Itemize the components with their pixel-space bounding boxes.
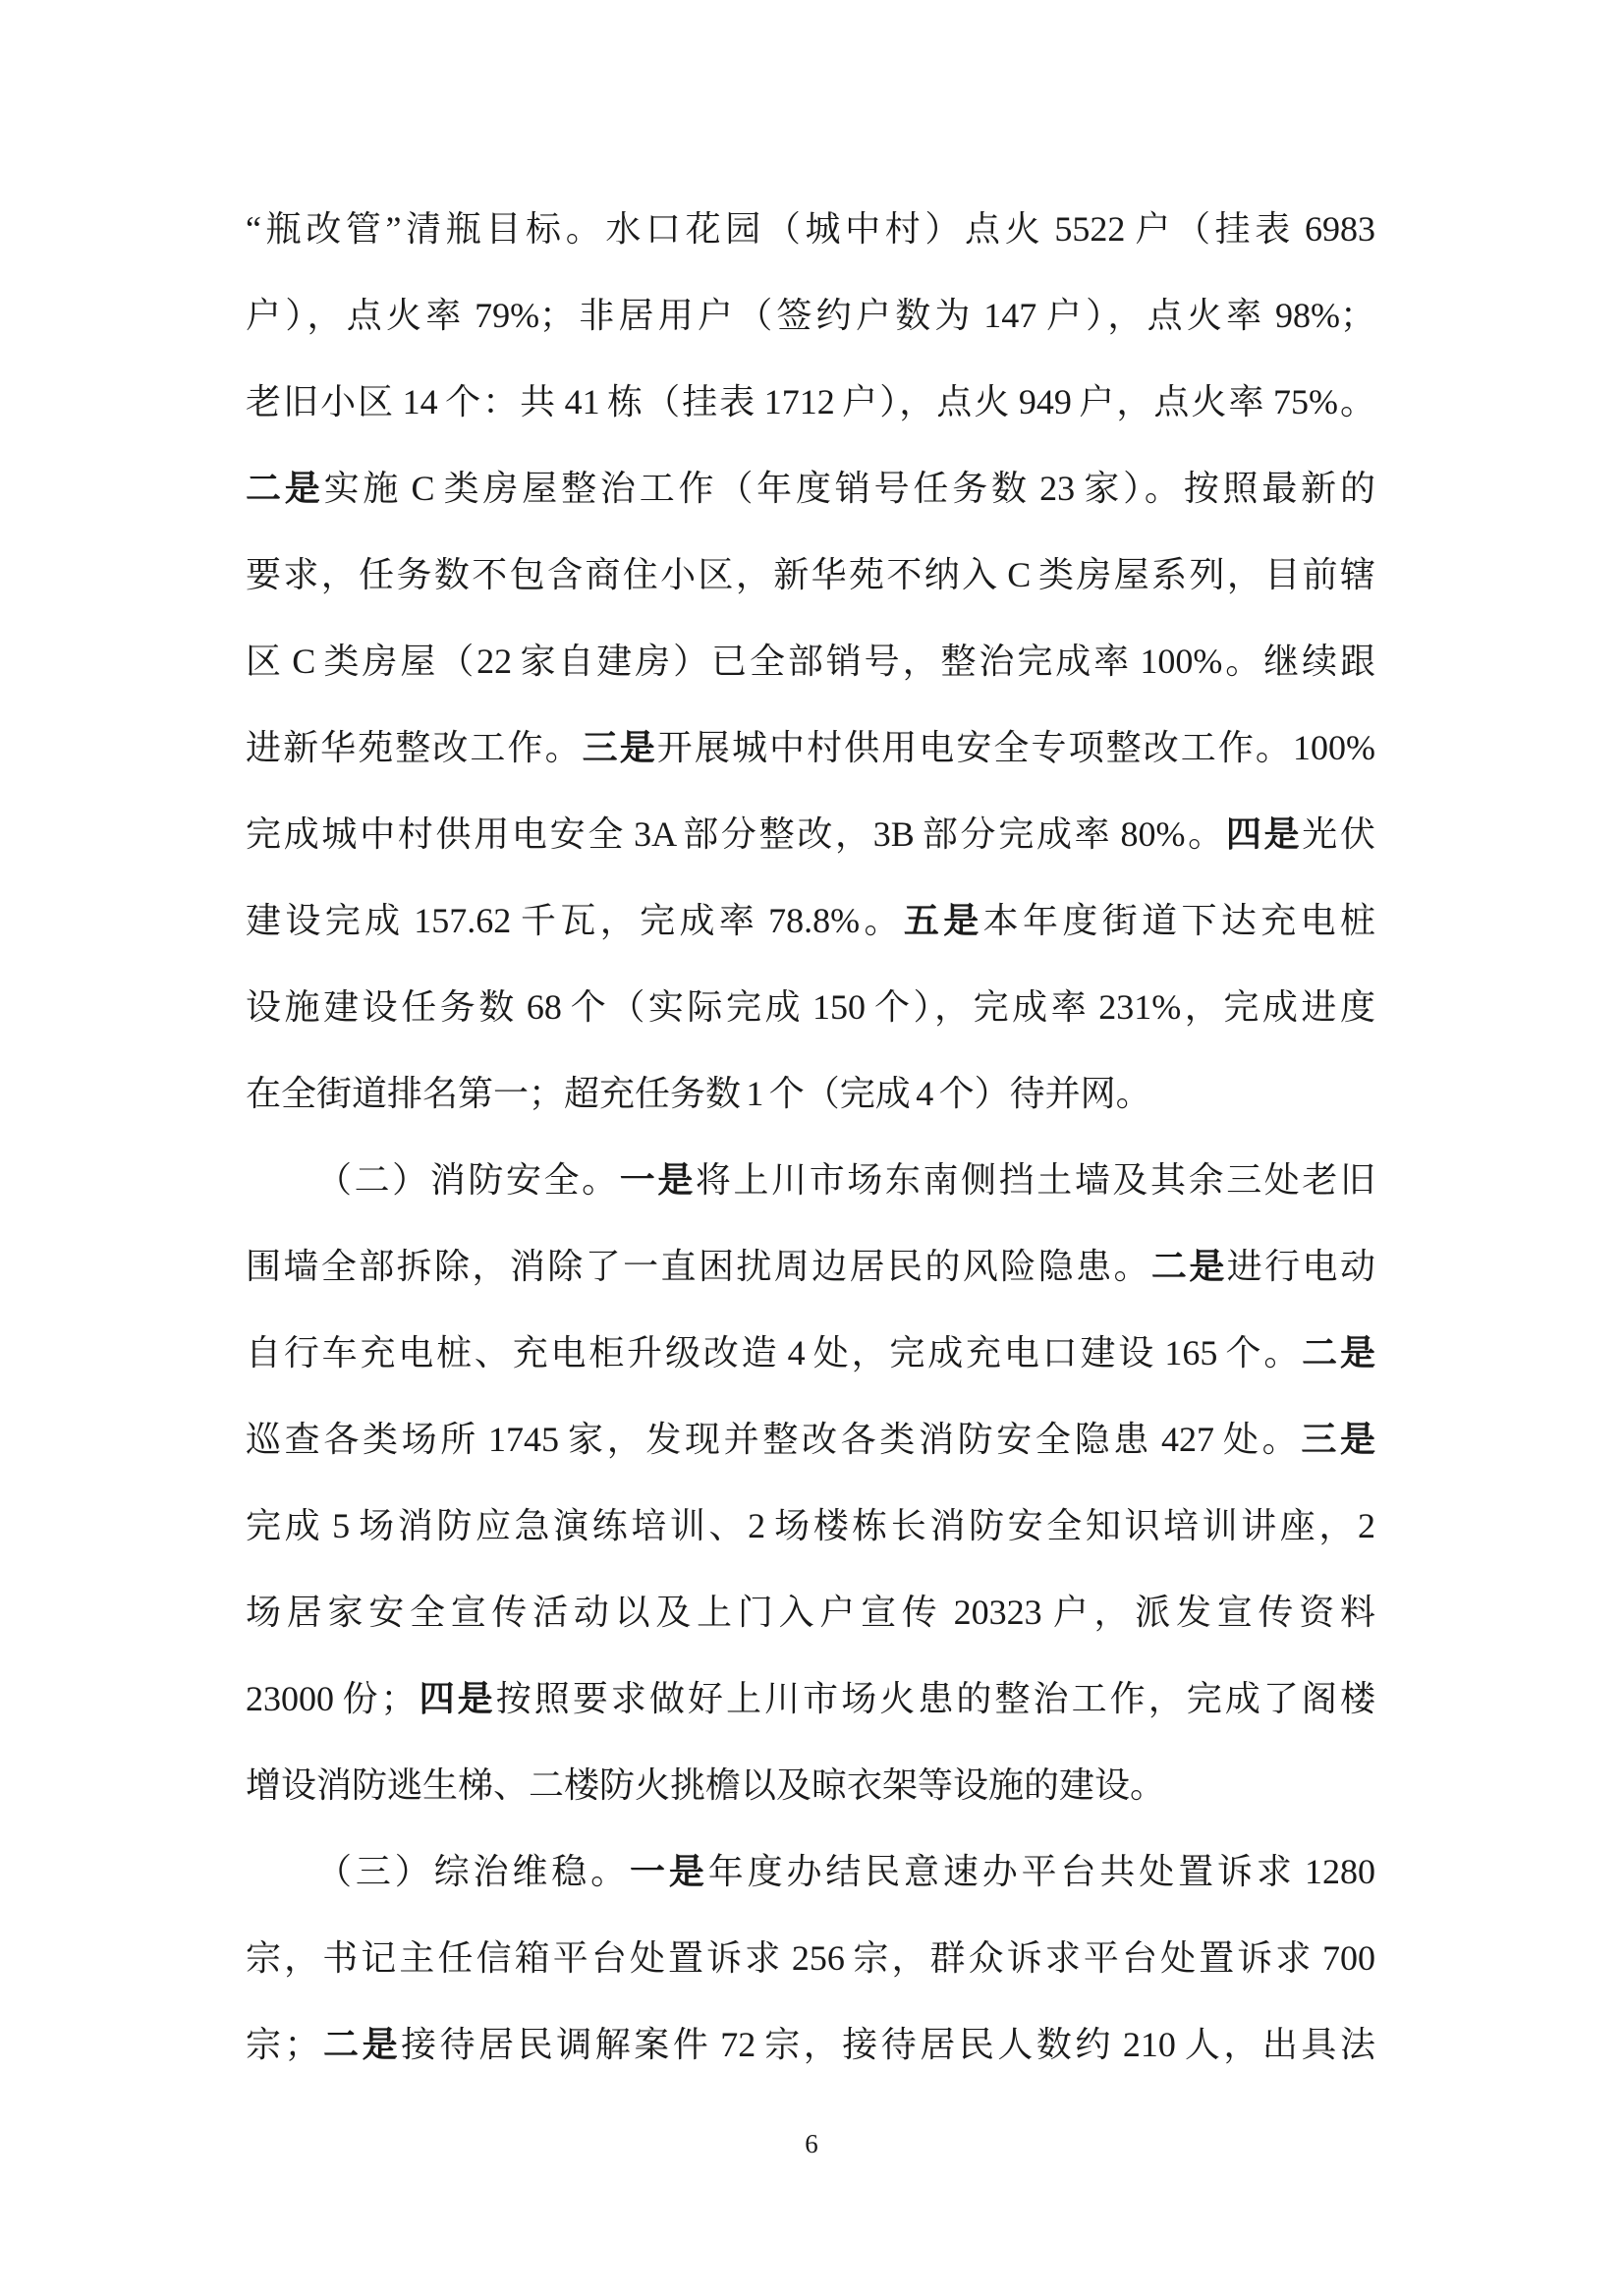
text-line	[246, 359, 1375, 445]
text-run: 完成城中村供用电安全 3A 部分整改，3B 部分完成率 80%。	[246, 814, 1226, 854]
text-line	[246, 964, 1375, 1050]
text-run: 建设完成 157.62 千瓦，完成率 78.8%。	[246, 901, 904, 940]
text-run: 接待居民调解案件 72 宗，接待居民人数约 210 人，出具法	[401, 2025, 1375, 2064]
bold-text-run: 四是	[1225, 814, 1303, 854]
text-run: 宗；	[246, 2025, 320, 2064]
bold-text-run: 一是	[619, 1160, 696, 1200]
text-run: 区 C 类房屋（22 家自建房）已全部销号，整治完成率 100%。继续跟	[246, 642, 1375, 681]
text-run: 将上川市场东南侧挡土墙及其余三处老旧	[695, 1160, 1375, 1200]
text-run: 自行车充电桩、充电柜升级改造 4 处，完成充电口建设 165 个。	[246, 1333, 1303, 1372]
text-line	[246, 1396, 1375, 1483]
text-line	[246, 445, 1375, 532]
text-run: 年度办结民意速办平台共处置诉求 1280	[707, 1852, 1375, 1891]
text-line	[246, 1137, 1375, 1223]
text-run: 进行电动	[1226, 1247, 1375, 1286]
text-run: （二）消防安全。	[316, 1160, 620, 1200]
text-line	[246, 1569, 1375, 1655]
text-line	[246, 1915, 1375, 2001]
bold-text-run: 一是	[629, 1852, 708, 1891]
text-line	[246, 1483, 1375, 1569]
bold-text-run: 二是	[246, 469, 324, 508]
text-run: 要求，任务数不包含商住小区，新华苑不纳入 C 类房屋系列，目前辖	[246, 555, 1375, 594]
text-run: （三）综治维稳。	[316, 1852, 630, 1891]
text-line	[246, 1310, 1375, 1396]
text-run: 巡查各类场所 1745 家，发现并整改各类消防安全隐患 427 处。	[246, 1420, 1302, 1459]
text-run: 在全街道排名第一；超充任务数 1 个（完成 4 个）待并网。	[246, 1074, 1151, 1113]
text-run: 场居家安全宣传活动以及上门入户宣传 20323 户，派发宣传资料	[246, 1593, 1375, 1632]
text-run: 宗，书记主任信箱平台处置诉求 256 宗，群众诉求平台处置诉求 700	[246, 1938, 1375, 1978]
text-run: 光伏	[1302, 814, 1375, 854]
text-run: 老旧小区 14 个：共 41 栋（挂表 1712 户），点火 949 户，点火率 75%。	[246, 382, 1375, 421]
text-line	[246, 1223, 1375, 1310]
text-line	[246, 1050, 1375, 1137]
text-run: 23000 份；	[246, 1679, 417, 1718]
text-line	[246, 618, 1375, 704]
text-run: 实施 C 类房屋整治工作（年度销号任务数 23 家）。按照最新的	[323, 469, 1375, 508]
text-run: 本年度街道下达充电桩	[982, 901, 1375, 940]
body-text	[246, 186, 1375, 2088]
text-line	[246, 2001, 1375, 2088]
text-run: 围墙全部拆除，消除了一直困扰周边居民的风险隐患。	[246, 1247, 1151, 1286]
text-line	[246, 704, 1375, 791]
text-run: “瓶改管”清瓶目标。水口花园（城中村）点火 5522 户（挂表 6983	[246, 209, 1375, 249]
bold-text-run: 二是	[1150, 1247, 1227, 1286]
bold-text-run: 三是	[1301, 1420, 1375, 1459]
text-run: 进新华苑整改工作。	[246, 728, 583, 767]
text-line	[246, 877, 1375, 964]
bold-text-run: 二是	[1302, 1333, 1375, 1372]
bold-text-run: 四是	[416, 1679, 496, 1718]
bold-text-run: 五是	[903, 901, 983, 940]
text-line	[246, 791, 1375, 877]
text-line	[246, 532, 1375, 618]
page-number: 6	[805, 2129, 818, 2158]
text-line	[246, 272, 1375, 359]
text-run: 完成 5 场消防应急演练培训、2 场楼栋长消防安全知识培训讲座，2	[246, 1506, 1375, 1545]
text-line	[246, 186, 1375, 272]
text-run: 设施建设任务数 68 个（实际完成 150 个），完成率 231%，完成进度	[246, 987, 1375, 1027]
text-line	[246, 1742, 1375, 1828]
bold-text-run: 三是	[582, 728, 657, 767]
text-run: 增设消防逃生梯、二楼防火挑檐以及晾衣架等设施的建设。	[246, 1765, 1166, 1805]
text-run: 开展城中村供用电安全专项整改工作。100%	[656, 728, 1375, 767]
text-line	[246, 1828, 1375, 1915]
text-run: 按照要求做好上川市场火患的整治工作，完成了阁楼	[495, 1679, 1375, 1718]
text-line	[246, 1655, 1375, 1742]
bold-text-run: 二是	[319, 2025, 402, 2064]
text-run: 户），点火率 79%；非居用户（签约户数为 147 户），点火率 98%；	[246, 296, 1375, 335]
